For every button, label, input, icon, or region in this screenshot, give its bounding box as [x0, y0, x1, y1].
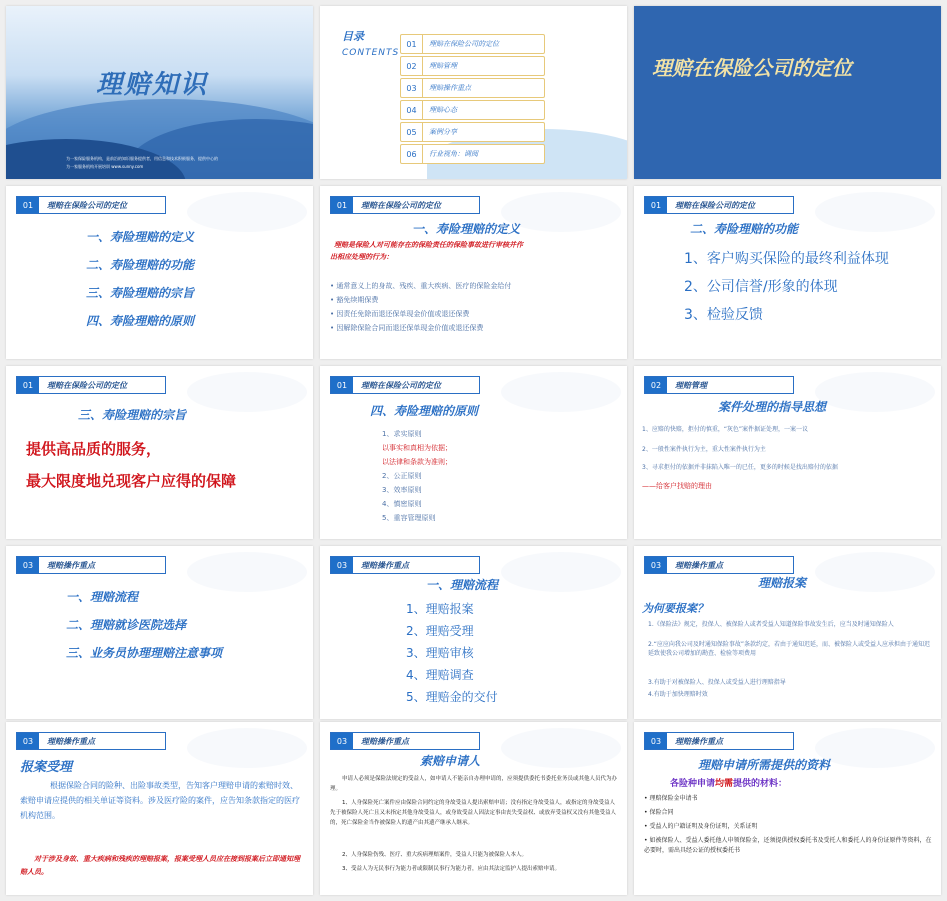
documents-subtitle [670, 776, 787, 789]
definition-line: 理赔是保险人对可能存在的保险责任的保险事故进行审核并作 [334, 240, 523, 249]
slide-required-documents[interactable] [634, 722, 941, 895]
toc-label: 理赔管理 [429, 62, 457, 70]
report-reason: 4.有助于加快理赔时效 [648, 691, 708, 698]
slide-header [644, 556, 794, 574]
header-title: 理赔操作重点 [361, 560, 409, 570]
process-step: 5、理赔金的交付 [406, 690, 498, 704]
slide-functions[interactable] [634, 186, 941, 359]
slide-title: 案件处理的指导思想 [718, 400, 827, 414]
section-title: 理赔在保险公司的定位 [652, 56, 852, 80]
acceptance-body: 根据保险合同的险种、出险事故类型，告知客户理赔申请的索赔时效、索赔申请应提供的相关单证等资料。涉及医疗险的案件，应告知条款指定的医疗机构范围。 [20, 781, 300, 820]
wave-decoration [187, 372, 307, 412]
definition-bullet: • 通常意义上的身故、残疾、重大疾病、医疗的保险金给付 [330, 282, 512, 290]
function-item: 3、检验反馈 [684, 307, 763, 323]
contents-heading [342, 28, 399, 58]
slide-title: 四、寿险理赔的原则 [370, 404, 479, 418]
definition-line: 出相应处理的行为： [330, 252, 393, 261]
slide-title: 理赔报案 [758, 576, 807, 590]
wave-decoration [187, 552, 307, 592]
definition-bullet: • 因解除保险合同而退还保单现金价值或退还保费 [330, 324, 484, 332]
wave-decoration [815, 552, 935, 592]
report-reason: 3.有助于对被保险人、投保人或受益人进行理赔指导 [648, 679, 786, 686]
header-title: 理赔在保险公司的定位 [361, 380, 441, 390]
guideline-note: ——给客户找赔的理由 [642, 482, 712, 490]
slide-claim-process[interactable] [320, 546, 627, 719]
header-number: 03 [645, 557, 667, 573]
slide-operation-outline[interactable] [6, 546, 313, 719]
toc-item[interactable] [400, 122, 545, 142]
wave-decoration [815, 192, 935, 232]
toc-label: 理赔操作重点 [429, 84, 471, 92]
slide-purpose[interactable] [6, 366, 313, 539]
outline-item: 一、理赔流程 [66, 590, 139, 604]
header-number: 03 [17, 733, 39, 749]
header-title: 理赔操作重点 [47, 560, 95, 570]
slide-title: 二、寿险理赔的功能 [690, 222, 799, 236]
toc-label: 理赔心态 [429, 106, 457, 114]
toc-number: 02 [401, 57, 423, 75]
contents-title-en: CONTENTS [342, 48, 400, 58]
toc-item[interactable] [400, 34, 545, 54]
slide-guidelines[interactable] [634, 366, 941, 539]
outline-item: 一、寿险理赔的定义 [86, 230, 195, 244]
principle-item: 3、效率原则 [382, 486, 422, 494]
header-number: 03 [331, 557, 353, 573]
header-number: 03 [17, 557, 39, 573]
purpose-line: 最大限度地兑现客户应得的保障 [26, 472, 237, 490]
slide-header [644, 732, 794, 750]
header-number: 01 [331, 197, 353, 213]
principle-item: 2、公正原则 [382, 472, 422, 480]
principle-item: 以法律和条款为准则； [382, 458, 452, 466]
toc-number: 04 [401, 101, 423, 119]
contents-title-zh: 目录 [342, 30, 364, 43]
claimant-rule: 1、人身保险死亡案件应由保险合同约定的身故受益人提出索赔申请；没有指定身故受益人，或指定的身故受益人先于被保险人死亡且又未指定其他身故受益人，或身故受益人因法定事由丧失受益权、或放弃受益权又没有其他受益人的，死亡保险金当作被保险人的遗产由其遗产继承人继承。 [330, 800, 617, 826]
claimant-intro: 申请人必须是保险法规定的受益人，如申请人不能亲自办理申请的，应须提供委托书委托业务员或其他人员代为办理。 [330, 776, 618, 792]
header-title: 理赔在保险公司的定位 [361, 200, 441, 210]
principle-item: 4、慎密原则 [382, 500, 422, 508]
slide-header [16, 556, 166, 574]
header-title: 理赔在保险公司的定位 [675, 200, 755, 210]
slide-header [330, 196, 480, 214]
claimant-rule: 2、人身保险伤残、医疗、重大疾病理赔案件，受益人只能为被保险人本人。 [342, 852, 528, 858]
slide-title: 理赔申请所需提供的资料 [698, 758, 831, 772]
document-item: • 如被保险人、受益人委托他人申领保险金，还须提供授权委托书及受托人和委托人的身份证原件等资料，在必要时，需出具经公证的授权委托书 [644, 837, 932, 854]
process-step: 3、理赔审核 [406, 646, 474, 660]
toc-item[interactable] [400, 144, 545, 164]
slide-header [644, 376, 794, 394]
toc-number: 03 [401, 79, 423, 97]
principle-item: 1、求实原则 [382, 430, 422, 438]
header-number: 01 [17, 197, 39, 213]
slide-positioning-outline[interactable] [6, 186, 313, 359]
wave-decoration [501, 728, 621, 768]
outline-item: 二、理赔就诊医院选择 [66, 618, 187, 632]
slide-header [330, 732, 480, 750]
header-number: 02 [645, 377, 667, 393]
wave-decoration [501, 372, 621, 412]
principle-item: 以事实和真相为依据； [382, 444, 452, 452]
outline-item: 三、寿险理赔的宗旨 [86, 286, 195, 300]
header-title: 理赔管理 [675, 380, 707, 390]
slide-header [330, 556, 480, 574]
document-item: • 理赔保险金申请书 [644, 795, 698, 802]
claimant-rule: 3、受益人为无民事行为能力者或限制民事行为能力者，应由其法定监护人提出索赔申请。 [342, 866, 561, 872]
function-item: 2、公司信誉/形象的体现 [684, 279, 838, 295]
header-number: 01 [645, 197, 667, 213]
slide-definition[interactable] [320, 186, 627, 359]
cover-caption: 为一家服务机构开展培训 www.sunny.com [66, 164, 144, 169]
cover-caption: 为一家保险服务机构，是前沿的知识服务提供者，用信息和技术积极服务，提供中心的 [66, 156, 218, 161]
document-item: • 保险合同 [644, 809, 674, 816]
process-step: 4、理赔调查 [406, 668, 474, 682]
subtitle-part: 各险种申请 [670, 779, 716, 789]
slide-cover[interactable] [6, 6, 313, 179]
process-step: 1、理赔报案 [406, 602, 474, 616]
slide-header [644, 196, 794, 214]
slide-title: 一、寿险理赔的定义 [412, 222, 521, 236]
header-title: 理赔操作重点 [675, 736, 723, 746]
slide-header [16, 732, 166, 750]
slide-title: 三、寿险理赔的宗旨 [78, 408, 187, 422]
header-title: 理赔操作重点 [361, 736, 409, 746]
header-number: 01 [331, 377, 353, 393]
definition-bullet: • 因责任免除而退还保单现金价值或退还保费 [330, 310, 470, 318]
slide-title: 报案受理 [20, 760, 73, 775]
report-question: 为何要报案？ [642, 602, 708, 615]
outline-item: 二、寿险理赔的功能 [86, 258, 195, 272]
slide-claimant[interactable] [320, 722, 627, 895]
guideline-item: 3、寻求拒付的依据并非抹陷入唯一的已任，更多的时候是找出赔付的依据 [642, 464, 838, 471]
acceptance-note: 对于涉及身故、重大疾病和残疾的理赔报案，报案受理人员应在接到报案后立即通知理赔人员。 [20, 854, 300, 876]
wave-decoration [187, 728, 307, 768]
slide-header [16, 196, 166, 214]
principle-item: 5、重容管理原则 [382, 514, 436, 522]
cover-title: 理赔知识 [96, 70, 209, 100]
report-reason: 2.“应应向我公司及时通知保险事故”条款约定，若由于通知迟延，而、被保险人或受益人应承担由于通知迟延致使我公司增加的勘查、检验等项费用 [648, 641, 930, 657]
slide-section-title[interactable] [634, 6, 941, 179]
toc-item[interactable] [400, 56, 545, 76]
process-step: 2、理赔受理 [406, 624, 474, 638]
toc-number: 06 [401, 145, 423, 163]
toc-label: 案例分享 [429, 128, 457, 136]
wave-decoration [501, 552, 621, 592]
outline-item: 三、业务员协理理赔注意事项 [66, 646, 223, 660]
subtitle-part: 提供的材料： [733, 779, 788, 789]
toc-number: 05 [401, 123, 423, 141]
header-title: 理赔在保险公司的定位 [47, 200, 127, 210]
slide-title: 索赔申请人 [420, 754, 481, 768]
slide-claim-report[interactable] [634, 546, 941, 719]
header-title: 理赔在保险公司的定位 [47, 380, 127, 390]
purpose-line: 提供高品质的服务， [26, 440, 162, 458]
function-item: 1、客户购买保险的最终利益体现 [684, 251, 889, 267]
subtitle-emphasis: 均需 [715, 779, 734, 789]
wave-decoration [815, 728, 935, 768]
toc-item[interactable] [400, 100, 545, 120]
report-reason: 1.《保险法》规定，投保人、被保险人或者受益人知道保险事故发生后，应当及时通知保险人 [648, 621, 894, 628]
header-number: 01 [17, 377, 39, 393]
toc-label: 理赔在保险公司的定位 [429, 40, 499, 48]
slide-header [16, 376, 166, 394]
outline-item: 四、寿险理赔的原则 [86, 314, 195, 328]
toc-number: 01 [401, 35, 423, 53]
slide-title: 一、理赔流程 [426, 578, 499, 592]
guideline-item: 1、应赔的快赔，拒付的慎重，“灰色”案件据证处理，一案一议 [642, 426, 809, 433]
header-number: 03 [645, 733, 667, 749]
document-item: • 受益人的户籍证明及身份证明，关系证明 [644, 823, 758, 830]
toc-item[interactable] [400, 78, 545, 98]
header-number: 03 [331, 733, 353, 749]
header-title: 理赔操作重点 [47, 736, 95, 746]
header-title: 理赔操作重点 [675, 560, 723, 570]
guideline-item: 2、一般性案件执行为主，重大性案件执行为主 [642, 446, 766, 453]
wave-decoration [815, 372, 935, 412]
slide-report-acceptance[interactable] [6, 722, 313, 895]
slide-principles[interactable] [320, 366, 627, 539]
toc-label: 行业视角：调阅 [429, 150, 478, 158]
definition-bullet: • 豁免续期保费 [330, 296, 379, 304]
wave-decoration [187, 192, 307, 232]
slide-contents[interactable] [320, 6, 627, 179]
slide-header [330, 376, 480, 394]
